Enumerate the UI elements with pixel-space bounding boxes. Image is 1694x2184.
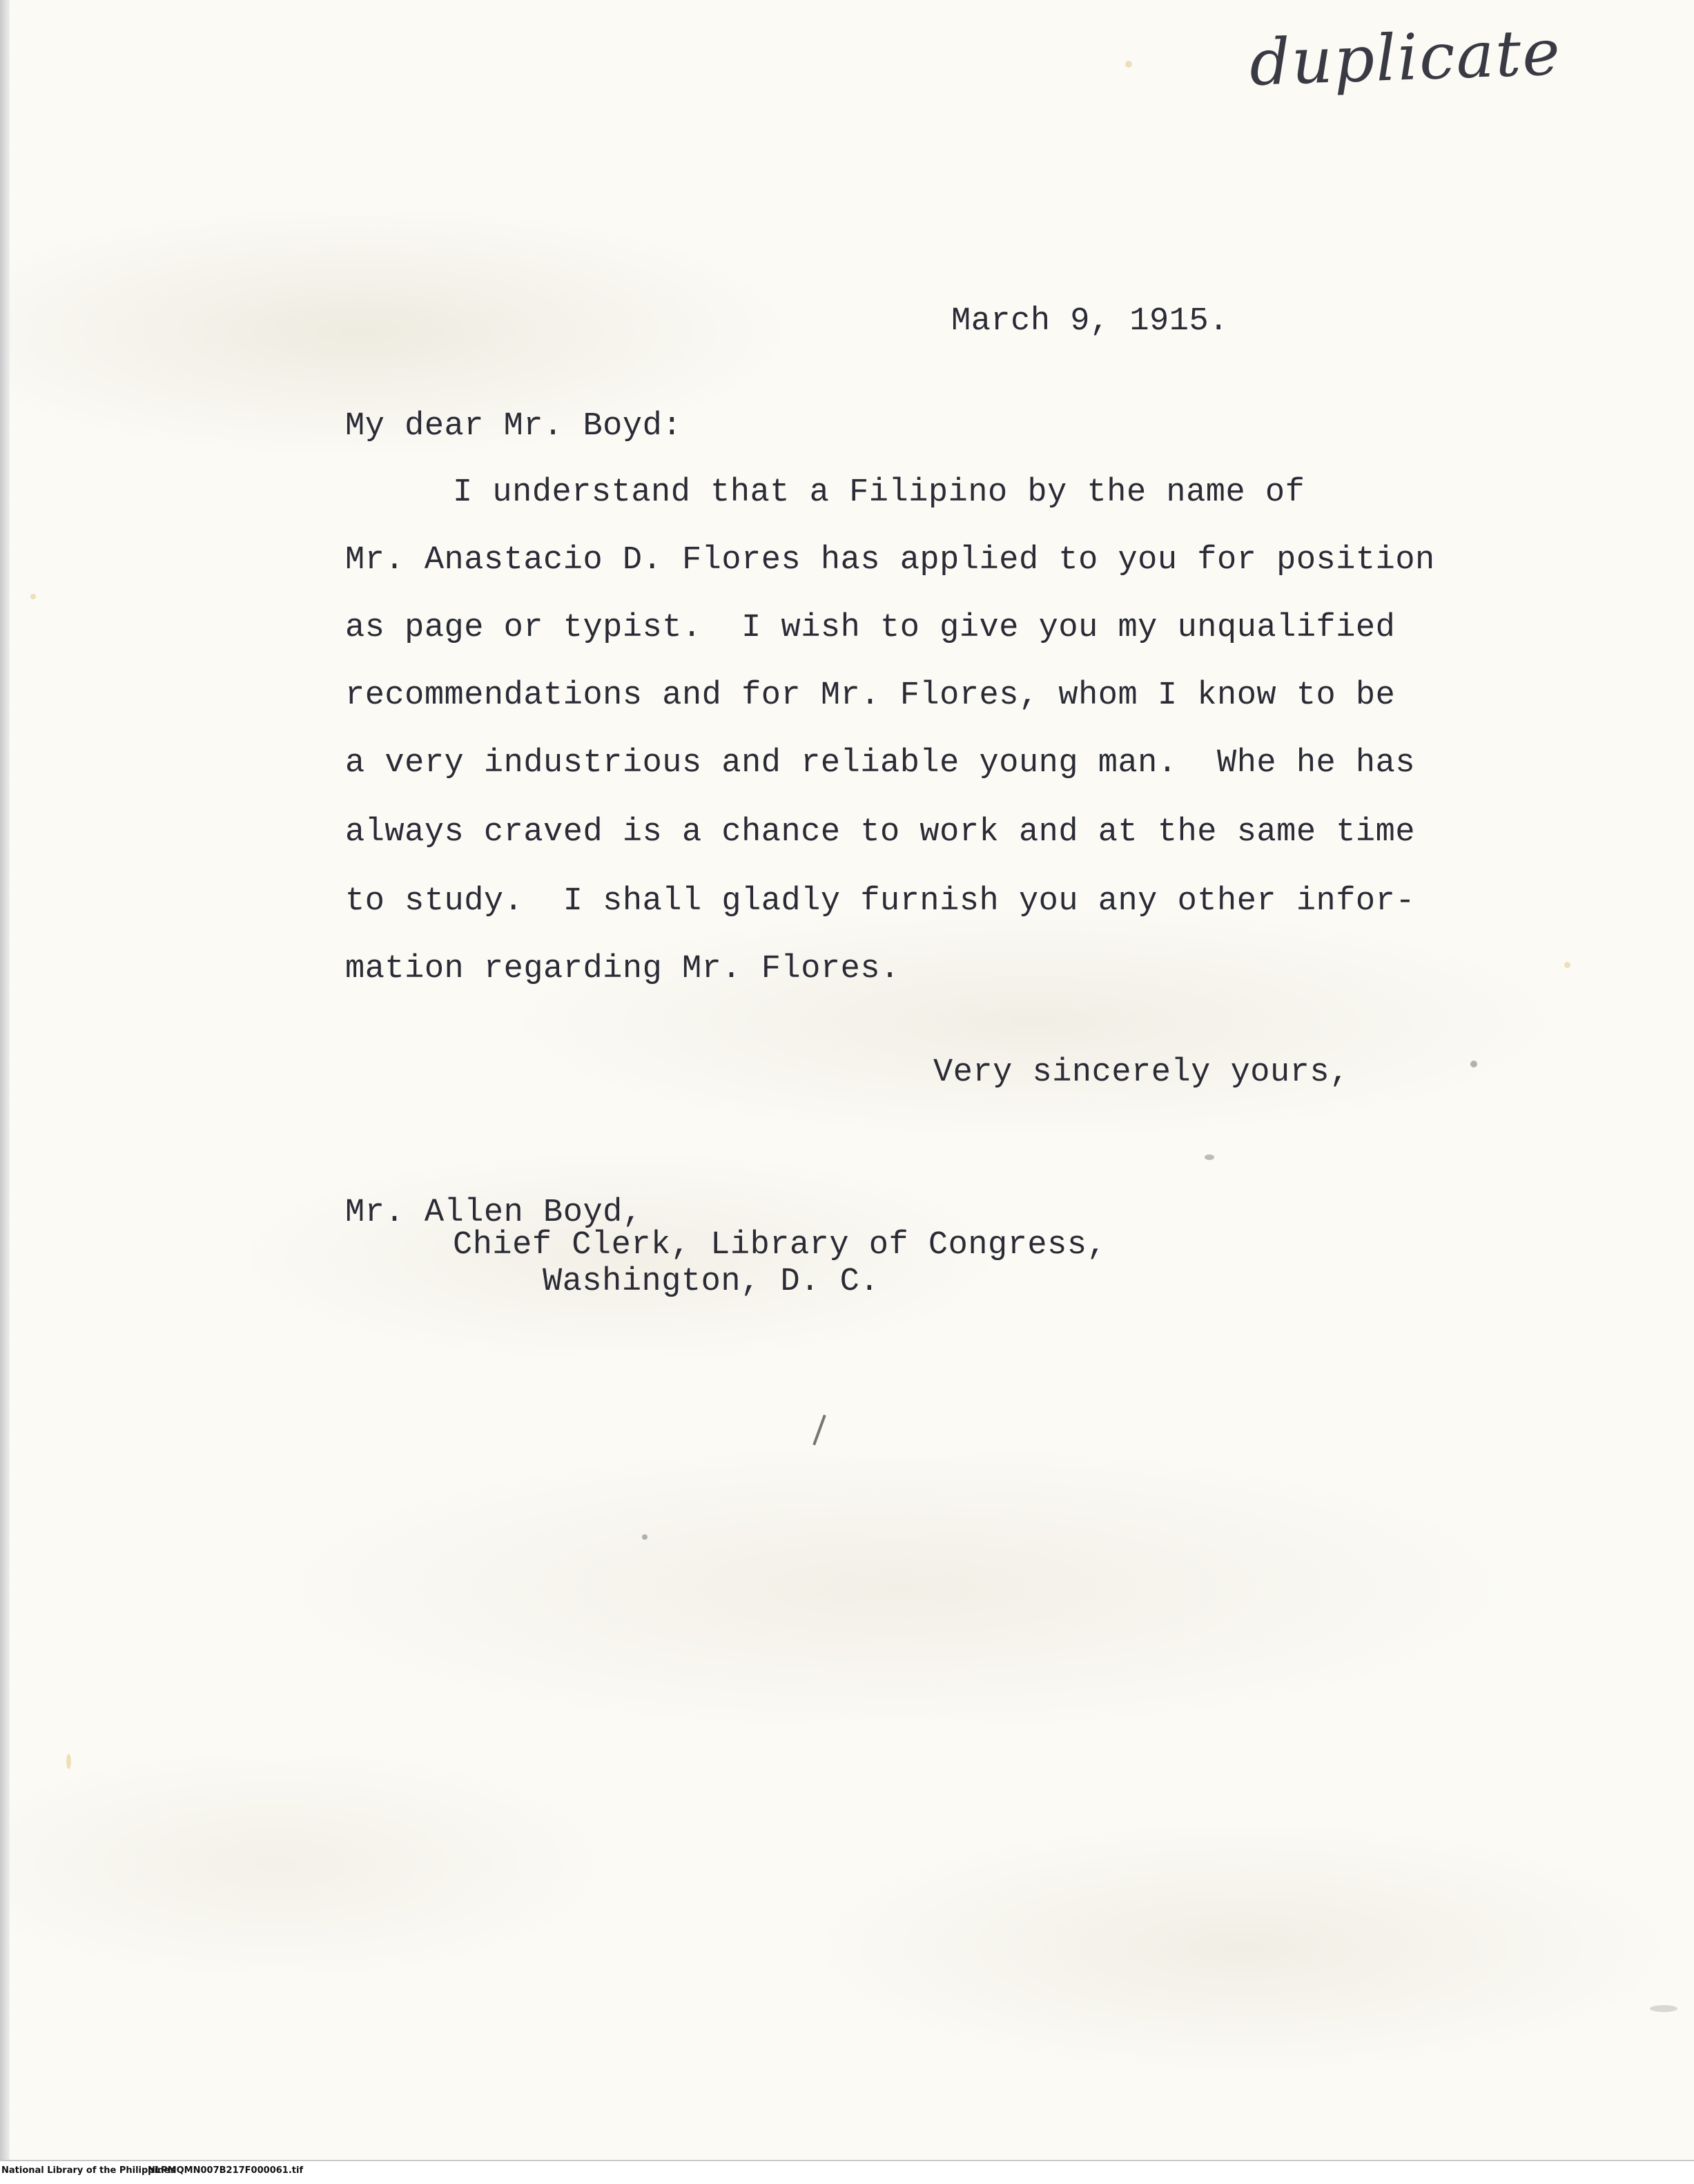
body-line: as page or typist. I wish to give you my unqualified — [345, 610, 1396, 646]
body-line: always craved is a chance to work and at the same time — [345, 814, 1416, 851]
recipient-title: Chief Clerk, Library of Congress, — [453, 1227, 1107, 1264]
recipient-name: Mr. Allen Boyd, — [345, 1195, 643, 1231]
paper-fleck — [642, 1534, 648, 1540]
body-line: I understand that a Filipino by the name of — [453, 474, 1305, 511]
letter-closing: Very sincerely yours, — [933, 1054, 1350, 1091]
body-line: recommendations and for Mr. Flores, whom I know to be — [345, 677, 1396, 714]
body-line: mation regarding Mr. Flores. — [345, 951, 900, 987]
footer-filename: NLPMQMN007B217F000061.tif — [148, 2165, 304, 2176]
paper-fleck — [1650, 2005, 1677, 2012]
body-line: to study. I shall gladly furnish you any other infor- — [345, 883, 1416, 920]
paper-fleck — [1205, 1154, 1214, 1160]
pen-mark — [812, 1415, 826, 1446]
paper-fleck — [1470, 1061, 1477, 1067]
paper-fleck — [66, 1754, 71, 1769]
body-line: Mr. Anastacio D. Flores has applied to you for position — [345, 542, 1435, 579]
recipient-location: Washington, D. C. — [543, 1264, 879, 1300]
letter-date: March 9, 1915. — [951, 303, 1229, 340]
paper-fleck — [30, 594, 36, 599]
paper-fleck — [1564, 962, 1570, 968]
body-line: a very industrious and reliable young man. Whe he has — [345, 745, 1416, 782]
letter-salutation: My dear Mr. Boyd: — [345, 408, 682, 445]
handwritten-annotation: duplicate — [1248, 15, 1563, 100]
footer-library-name: National Library of the Philippines — [1, 2165, 175, 2176]
paper-fleck — [1125, 61, 1132, 68]
scan-left-edge — [0, 0, 10, 2183]
